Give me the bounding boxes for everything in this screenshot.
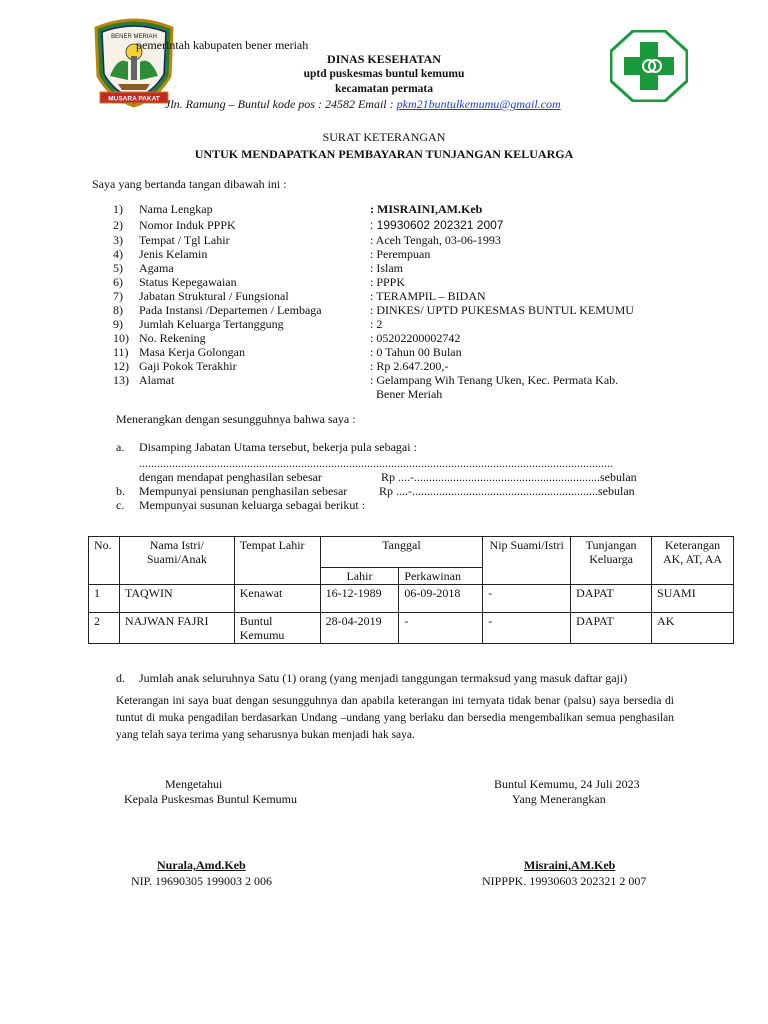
field-value: : PPPK xyxy=(370,275,406,289)
svg-text:MUSARA PAKAT: MUSARA PAKAT xyxy=(108,95,160,103)
item-c-text: Mempunyai susunan keluarga sebagai berikut : xyxy=(139,498,366,512)
field-value: : TERAMPIL – BIDAN xyxy=(370,289,486,303)
field-row: 5) Agama : Islam xyxy=(113,261,403,275)
col-header-married: Perkawinan xyxy=(399,568,483,585)
puskesmas-cross-icon xyxy=(610,30,688,102)
cell-born: 16-12-1989 xyxy=(320,585,399,613)
field-value: : Gelampang Wih Tenang Uken, Kec. Permata Kab. xyxy=(370,373,619,387)
col-header-note: Keterangan AK, AT, AA xyxy=(652,537,734,585)
unit-name: uptd puskesmas buntul kemumu xyxy=(303,68,465,80)
field-row: 3) Tempat / Tgl Lahir : Aceh Tengah, 03-06-1993 xyxy=(113,233,501,247)
sign-right-id: NIPPPK. 19930603 202321 2 007 xyxy=(482,874,647,888)
intro-text: Saya yang bertanda tangan dibawah ini : xyxy=(92,177,287,191)
item-d-text: Jumlah anak seluruhnya Satu (1) orang (yang menjadi tanggungan termaksud yang masuk daftar gaji) xyxy=(139,671,628,685)
field-label: Nama Lengkap xyxy=(139,202,213,216)
field-row xyxy=(113,387,713,401)
field-row: 4) Jenis Kelamin : Perempuan xyxy=(113,247,431,261)
field-row: 9) Jumlah Keluarga Tertanggung : 2 xyxy=(113,317,383,331)
cell-allowance: DAPAT xyxy=(571,613,652,644)
svg-text:BENER MERIAH: BENER MERIAH xyxy=(111,34,157,40)
agency-name: DINAS KESEHATAN xyxy=(327,52,441,66)
field-label: Status Kepegawaian xyxy=(139,275,237,289)
col-header-allowance: Tunjangan Keluarga xyxy=(571,537,652,585)
field-value: : Islam xyxy=(370,261,403,275)
sign-left-name: Nurala,Amd.Keb xyxy=(157,858,246,872)
item-b-amount: Rp ....-..............................................................sebulan xyxy=(379,484,635,498)
cell-no: 1 xyxy=(89,585,120,613)
statement-paragraph: Keterangan ini saya buat dengan sesungguhnya dan apabila keterangan ini ternyata tidak benar (palsu) saya bersedia di tuntut di muka pengadilan berdasarkan Undang –undang yang berlaku dan bersedia mengembalikan semua penghasilan yang telah saya terima yang seharusnya bukan menjadi hak saya. xyxy=(116,695,674,741)
field-label: Agama xyxy=(139,261,174,275)
item-a-text: Disamping Jabatan Utama tersebut, bekerja pula sebagai : xyxy=(139,440,417,454)
cell-name: TAQWIN xyxy=(119,585,234,613)
cell-birthplace: Kenawat xyxy=(234,585,320,613)
table-header-row xyxy=(89,537,734,568)
field-label: Masa Kerja Golongan xyxy=(139,345,245,359)
cell-note: AK xyxy=(652,613,734,644)
cell-married: 06-09-2018 xyxy=(399,585,483,613)
sign-right-role: Yang Menerangkan xyxy=(512,792,606,806)
item-a-income: dengan mendapat penghasilan sebesar xyxy=(139,470,322,484)
cell-allowance: DAPAT xyxy=(571,585,652,613)
field-value-continued: Bener Meriah xyxy=(376,387,443,401)
cell-married: - xyxy=(399,613,483,644)
address-line xyxy=(165,97,561,111)
cell-note: SUAMI xyxy=(652,585,734,613)
col-header-born: Lahir xyxy=(320,568,399,585)
letter-subtitle: UNTUK MENDAPATKAN PEMBAYARAN TUNJANGAN KELUARGA xyxy=(194,147,574,161)
col-header-birthplace: Tempat Lahir xyxy=(234,537,320,585)
sign-left-known: Mengetahui xyxy=(165,777,223,791)
field-value: : Rp 2.647.200,- xyxy=(370,359,449,373)
cell-no: 2 xyxy=(89,613,120,644)
field-row: 10) No. Rekening : 05202200002742 xyxy=(113,331,461,345)
cell-birthplace: Buntul Kemumu xyxy=(234,613,320,644)
field-row: 6) Status Kepegawaian : PPPK xyxy=(113,275,406,289)
regency-line: pemerintah kabupaten bener meriah xyxy=(136,38,309,52)
field-value: : DINKES/ UPTD PUKESMAS BUNTUL KEMUMU xyxy=(370,303,634,317)
email-link[interactable]: pkm21buntulkemumu@gmail.com xyxy=(396,97,561,111)
field-value: : 05202200002742 xyxy=(370,331,461,345)
field-row: 2) Nomor Induk PPPK : 19930602 202321 2007 xyxy=(113,218,504,232)
field-label: Jabatan Struktural / Fungsional xyxy=(139,289,289,303)
field-row: 13) Alamat : Gelampang Wih Tenang Uken, Kec. Permata Kab. xyxy=(113,373,619,387)
field-value: : Aceh Tengah, 03-06-1993 xyxy=(370,233,501,247)
table-row xyxy=(89,613,734,644)
item-d-marker: d. xyxy=(116,671,125,685)
address-text: Jln. Ramung – Buntul kode pos : 24582 Email : xyxy=(165,97,394,111)
field-row: 8) Pada Instansi /Departemen / Lembaga : DINKES/ UPTD PUKESMAS BUNTUL KEMUMU xyxy=(113,303,634,317)
field-row: 12) Gaji Pokok Terakhir : Rp 2.647.200,- xyxy=(113,359,449,373)
sign-left-id: NIP. 19690305 199003 2 006 xyxy=(131,874,273,888)
cell-name: NAJWAN FAJRI xyxy=(119,613,234,644)
col-header-name: Nama Istri/ Suami/Anak xyxy=(119,537,234,585)
field-label: Pada Instansi /Departemen / Lembaga xyxy=(139,303,322,317)
field-label: Alamat xyxy=(139,373,175,387)
item-b-marker: b. xyxy=(116,484,125,498)
field-value: : 2 xyxy=(370,317,383,331)
field-row: 11) Masa Kerja Golongan : 0 Tahun 00 Bulan xyxy=(113,345,462,359)
sign-left-role: Kepala Puskesmas Buntul Kemumu xyxy=(124,792,297,806)
district-name: kecamatan permata xyxy=(334,83,434,95)
field-value: : 19930602 202321 2007 xyxy=(370,218,504,232)
family-table xyxy=(88,536,734,644)
field-label: Tempat / Tgl Lahir xyxy=(139,233,230,247)
col-header-nip: Nip Suami/Istri xyxy=(483,537,571,585)
declare-text: Menerangkan dengan sesungguhnya bahwa saya : xyxy=(116,412,356,426)
sign-right-name: Misraini,AM.Keb xyxy=(524,858,616,872)
field-label: No. Rekening xyxy=(139,331,206,345)
cell-born: 28-04-2019 xyxy=(320,613,399,644)
cell-nip: - xyxy=(483,585,571,613)
field-label: Jenis Kelamin xyxy=(139,247,208,261)
field-label: Jumlah Keluarga Tertanggung xyxy=(139,317,284,331)
field-row: 1) Nama Lengkap : MISRAINI,AM.Keb xyxy=(113,202,483,216)
field-value: : MISRAINI,AM.Keb xyxy=(370,202,483,216)
field-row: 7) Jabatan Struktural / Fungsional : TERAMPIL – BIDAN xyxy=(113,289,486,303)
item-a-marker: a. xyxy=(116,440,125,454)
item-c-marker: c. xyxy=(116,498,125,512)
field-value: : 0 Tahun 00 Bulan xyxy=(370,345,462,359)
dots-line: .............................................................................................................................................................. xyxy=(139,456,613,470)
sign-right-place-date: Buntul Kemumu, 24 Juli 2023 xyxy=(494,777,640,791)
table-row xyxy=(89,585,734,613)
col-header-date: Tanggal xyxy=(320,537,483,568)
col-header-no: No. xyxy=(89,537,120,585)
field-label: Gaji Pokok Terakhir xyxy=(139,359,237,373)
item-b-text: Mempunyai pensiunan penghasilan sebesar xyxy=(139,484,348,498)
item-a-amount: Rp ....-..............................................................sebulan xyxy=(381,470,637,484)
field-label: Nomor Induk PPPK xyxy=(139,218,236,232)
field-value: : Perempuan xyxy=(370,247,431,261)
letter-title: SURAT KETERANGAN xyxy=(322,130,446,144)
cell-nip: - xyxy=(483,613,571,644)
